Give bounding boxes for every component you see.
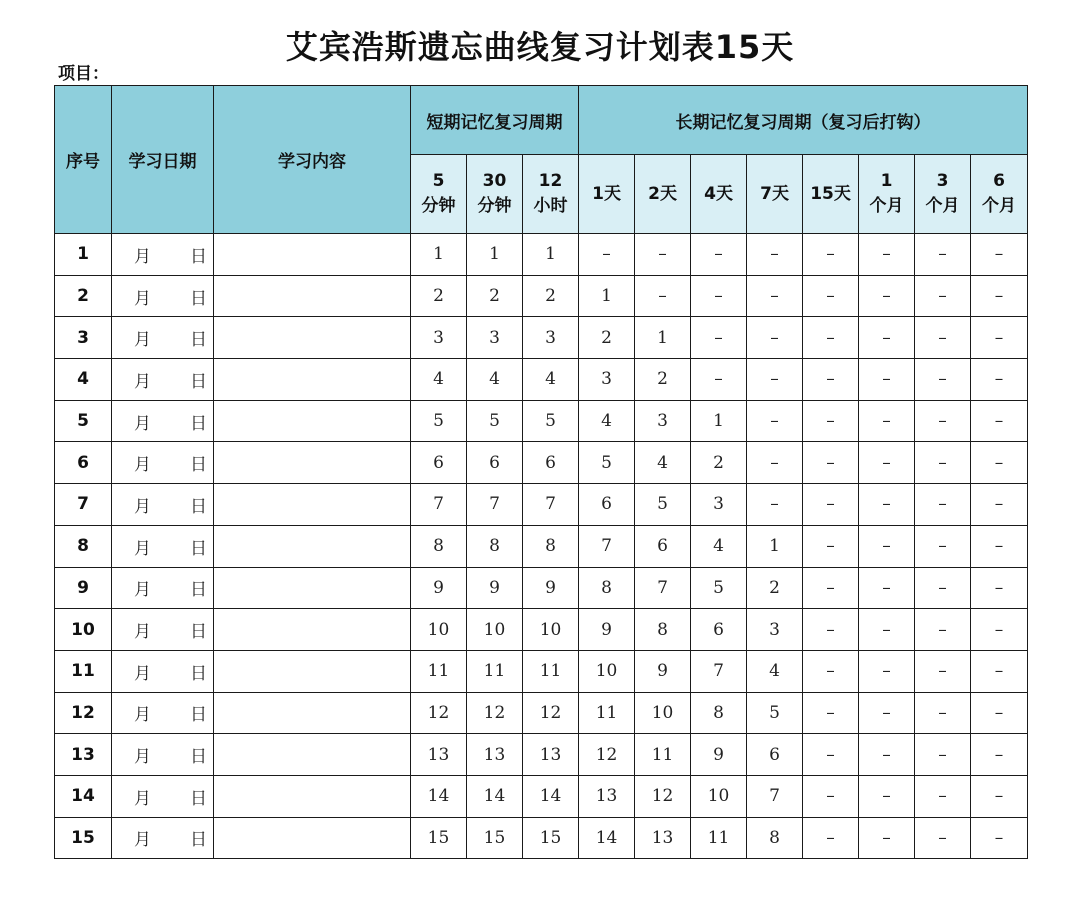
short-review-cell[interactable]: 4 [411,359,467,401]
row-seq: 3 [55,317,112,359]
row-content-cell[interactable] [214,567,411,609]
short-review-cell[interactable]: 6 [467,442,523,484]
long-review-cell[interactable]: – [803,775,859,817]
long-review-cell[interactable]: 12 [579,734,635,776]
short-review-cell[interactable]: 12 [523,692,579,734]
long-review-cell[interactable]: – [915,275,971,317]
long-review-cell[interactable]: – [747,317,803,359]
long-review-cell[interactable]: – [915,484,971,526]
long-review-cell[interactable]: – [971,400,1028,442]
short-review-cell[interactable]: 2 [523,275,579,317]
short-review-cell[interactable]: 6 [411,442,467,484]
long-review-cell[interactable]: 5 [579,442,635,484]
long-review-cell[interactable]: – [971,817,1028,859]
long-review-cell[interactable]: – [915,817,971,859]
date-day-label: 日 [190,538,207,559]
table-row [55,775,1028,817]
long-review-cell[interactable]: – [803,359,859,401]
long-review-cell[interactable]: – [803,734,859,776]
row-seq: 7 [55,484,112,526]
header-period-value: 7天 [760,183,789,204]
header-period-value: 12 [538,171,563,192]
long-review-cell[interactable]: – [915,734,971,776]
header-period-unit: 个月 [869,196,904,216]
long-review-cell[interactable]: – [803,275,859,317]
short-review-cell[interactable]: 13 [523,734,579,776]
table-row [55,817,1028,859]
date-day-label: 日 [190,622,207,643]
long-review-cell[interactable]: – [915,400,971,442]
long-review-cell[interactable]: – [971,734,1028,776]
row-seq: 15 [55,817,112,859]
long-review-cell[interactable]: 6 [691,609,747,651]
long-review-cell[interactable]: – [747,234,803,276]
long-review-cell[interactable]: – [971,567,1028,609]
long-review-cell[interactable]: – [859,275,915,317]
long-review-cell[interactable]: – [803,650,859,692]
long-review-cell[interactable]: 1 [579,275,635,317]
long-review-cell[interactable]: – [579,234,635,276]
long-review-cell[interactable]: – [691,317,747,359]
short-review-cell[interactable]: 9 [411,567,467,609]
header-content: 学习内容 [214,86,411,234]
short-review-cell[interactable]: 5 [411,400,467,442]
row-content-cell[interactable] [214,484,411,526]
date-day-label: 日 [190,705,207,726]
long-review-cell[interactable]: – [803,400,859,442]
long-review-cell[interactable]: – [859,734,915,776]
date-day-label: 日 [190,747,207,768]
date-month-label: 月 [134,496,151,517]
date-month-label: 月 [134,246,151,267]
short-review-cell[interactable]: 5 [523,400,579,442]
long-review-cell[interactable]: 3 [747,609,803,651]
long-review-cell[interactable]: 3 [579,359,635,401]
short-review-cell[interactable]: 14 [523,775,579,817]
long-review-cell[interactable]: – [971,650,1028,692]
row-seq: 8 [55,525,112,567]
long-review-cell[interactable]: 9 [635,650,691,692]
row-seq: 11 [55,650,112,692]
long-review-cell[interactable]: – [635,234,691,276]
row-seq: 1 [55,234,112,276]
long-review-cell[interactable]: 8 [747,817,803,859]
header-long-period-1 [635,155,691,234]
long-review-cell[interactable]: – [971,234,1028,276]
table-row [55,234,1028,276]
short-review-cell[interactable]: 10 [467,609,523,651]
table-row [55,317,1028,359]
short-review-cell[interactable]: 12 [467,692,523,734]
long-review-cell[interactable]: 8 [691,692,747,734]
long-review-cell[interactable]: – [859,525,915,567]
header-period-unit: 分钟 [477,196,512,216]
date-month-label: 月 [134,830,151,851]
short-review-cell[interactable]: 14 [467,775,523,817]
row-content-cell[interactable] [214,817,411,859]
long-review-cell[interactable]: 2 [691,442,747,484]
long-review-cell[interactable]: 2 [747,567,803,609]
short-review-cell[interactable]: 1 [411,234,467,276]
header-long-period-4 [803,155,859,234]
long-review-cell[interactable]: – [915,609,971,651]
row-date-cell[interactable] [112,734,214,776]
long-review-cell[interactable]: – [803,692,859,734]
long-review-cell[interactable]: – [803,484,859,526]
short-review-cell[interactable]: 3 [467,317,523,359]
header-period-value: 4天 [704,183,733,204]
row-content-cell[interactable] [214,234,411,276]
header-short-period-2 [523,155,579,234]
short-review-cell[interactable]: 15 [467,817,523,859]
long-review-cell[interactable]: 9 [579,609,635,651]
table-row [55,567,1028,609]
header-period-value: 15天 [810,183,851,204]
long-review-cell[interactable]: 4 [579,400,635,442]
short-review-cell[interactable]: 2 [467,275,523,317]
row-date-cell[interactable] [112,442,214,484]
short-review-cell[interactable]: 13 [411,734,467,776]
short-review-cell[interactable]: 4 [523,359,579,401]
long-review-cell[interactable]: – [915,234,971,276]
long-review-cell[interactable]: 12 [635,775,691,817]
long-review-cell[interactable]: 1 [635,317,691,359]
long-review-cell[interactable]: 10 [579,650,635,692]
long-review-cell[interactable]: – [971,442,1028,484]
long-review-cell[interactable]: – [915,525,971,567]
row-date-cell[interactable] [112,567,214,609]
long-review-cell[interactable]: 11 [579,692,635,734]
long-review-cell[interactable]: 10 [635,692,691,734]
short-review-cell[interactable]: 11 [467,650,523,692]
long-review-cell[interactable]: – [915,359,971,401]
long-review-cell[interactable]: 2 [635,359,691,401]
long-review-cell[interactable]: – [971,775,1028,817]
long-review-cell[interactable]: – [915,567,971,609]
long-review-cell[interactable]: – [859,567,915,609]
long-review-cell[interactable]: 5 [691,567,747,609]
date-month-label: 月 [134,622,151,643]
short-review-cell[interactable]: 4 [467,359,523,401]
row-date-cell[interactable] [112,650,214,692]
row-date-cell[interactable] [112,359,214,401]
row-seq: 2 [55,275,112,317]
header-period-unit: 小时 [533,196,568,216]
long-review-cell[interactable]: 4 [635,442,691,484]
project-label: 项目： [58,64,109,84]
date-month-label: 月 [134,788,151,809]
long-review-cell[interactable]: – [971,317,1028,359]
long-review-cell[interactable]: 9 [691,734,747,776]
header-period-value: 3 [936,171,949,192]
short-review-cell[interactable]: 5 [467,400,523,442]
long-review-cell[interactable]: 3 [635,400,691,442]
row-date-cell[interactable] [112,609,214,651]
long-review-cell[interactable]: 11 [635,734,691,776]
long-review-cell[interactable]: – [971,525,1028,567]
header-period-value: 1 [880,171,893,192]
table-row [55,484,1028,526]
long-review-cell[interactable]: – [747,275,803,317]
long-review-cell[interactable]: – [803,442,859,484]
header-long-period-3 [747,155,803,234]
long-review-cell[interactable]: – [971,692,1028,734]
long-review-cell[interactable]: – [859,442,915,484]
table-row [55,650,1028,692]
short-review-cell[interactable]: 1 [467,234,523,276]
long-review-cell[interactable]: 10 [691,775,747,817]
row-content-cell[interactable] [214,359,411,401]
long-review-cell[interactable]: 13 [579,775,635,817]
row-seq: 9 [55,567,112,609]
long-review-cell[interactable]: 5 [635,484,691,526]
row-content-cell[interactable] [214,317,411,359]
date-month-label: 月 [134,705,151,726]
row-date-cell[interactable] [112,234,214,276]
long-review-cell[interactable]: 7 [747,775,803,817]
table-row [55,400,1028,442]
row-date-cell[interactable] [112,317,214,359]
date-month-label: 月 [134,538,151,559]
long-review-cell[interactable]: 7 [579,525,635,567]
long-review-cell[interactable]: – [635,275,691,317]
long-review-cell[interactable]: 8 [579,567,635,609]
date-month-label: 月 [134,288,151,309]
row-seq: 10 [55,609,112,651]
header-long-period-6 [915,155,971,234]
row-seq: 4 [55,359,112,401]
short-review-cell[interactable]: 1 [523,234,579,276]
row-date-cell[interactable] [112,400,214,442]
long-review-cell[interactable]: – [859,317,915,359]
date-day-label: 日 [190,580,207,601]
date-day-label: 日 [190,371,207,392]
long-review-cell[interactable]: 5 [747,692,803,734]
short-review-cell[interactable]: 8 [467,525,523,567]
header-period-value: 6 [993,171,1005,192]
header-seq: 序号 [55,86,112,234]
long-review-cell[interactable]: 2 [579,317,635,359]
header-long-period-2 [691,155,747,234]
long-review-cell[interactable]: – [747,400,803,442]
long-review-cell[interactable]: – [859,817,915,859]
date-day-label: 日 [190,330,207,351]
table-row [55,525,1028,567]
short-review-cell[interactable]: 2 [411,275,467,317]
row-content-cell[interactable] [214,775,411,817]
long-review-cell[interactable]: – [803,567,859,609]
long-review-cell[interactable]: – [859,775,915,817]
long-review-cell[interactable]: – [971,359,1028,401]
long-review-cell[interactable]: – [691,359,747,401]
short-review-cell[interactable]: 3 [523,317,579,359]
header-period-value: 1天 [592,183,621,204]
row-content-cell[interactable] [214,650,411,692]
header-long-term: 长期记忆复习周期（复习后打钩） [579,86,1028,155]
short-review-cell[interactable]: 11 [523,650,579,692]
long-review-cell[interactable]: – [971,609,1028,651]
table-row [55,734,1028,776]
short-review-cell[interactable]: 9 [523,567,579,609]
long-review-cell[interactable]: – [915,692,971,734]
date-month-label: 月 [134,663,151,684]
short-review-cell[interactable]: 7 [523,484,579,526]
short-review-cell[interactable]: 6 [523,442,579,484]
short-review-cell[interactable]: 15 [411,817,467,859]
long-review-cell[interactable]: 14 [579,817,635,859]
row-date-cell[interactable] [112,484,214,526]
row-content-cell[interactable] [214,275,411,317]
short-review-cell[interactable]: 8 [523,525,579,567]
long-review-cell[interactable]: 6 [747,734,803,776]
short-review-cell[interactable]: 11 [411,650,467,692]
short-review-cell[interactable]: 7 [467,484,523,526]
long-review-cell[interactable]: – [859,484,915,526]
date-day-label: 日 [190,663,207,684]
header-short-period-1 [467,155,523,234]
table-row [55,275,1028,317]
header-long-period-5 [859,155,915,234]
long-review-cell[interactable]: 4 [691,525,747,567]
date-day-label: 日 [190,413,207,434]
long-review-cell[interactable]: 6 [579,484,635,526]
row-date-cell[interactable] [112,525,214,567]
row-content-cell[interactable] [214,400,411,442]
date-month-label: 月 [134,747,151,768]
long-review-cell[interactable]: – [691,275,747,317]
short-review-cell[interactable]: 9 [467,567,523,609]
row-date-cell[interactable] [112,775,214,817]
row-seq: 6 [55,442,112,484]
long-review-cell[interactable]: 1 [747,525,803,567]
long-review-cell[interactable]: – [859,359,915,401]
table-row [55,359,1028,401]
long-review-cell[interactable]: 11 [691,817,747,859]
row-seq: 13 [55,734,112,776]
short-review-cell[interactable]: 13 [467,734,523,776]
row-content-cell[interactable] [214,442,411,484]
date-month-label: 月 [134,413,151,434]
plan-body [55,234,1028,859]
long-review-cell[interactable]: – [915,775,971,817]
date-day-label: 日 [190,246,207,267]
short-review-cell[interactable]: 3 [411,317,467,359]
long-review-cell[interactable]: 1 [691,400,747,442]
long-review-cell[interactable]: – [803,317,859,359]
long-review-cell[interactable]: 3 [691,484,747,526]
long-review-cell[interactable]: – [859,400,915,442]
long-review-cell[interactable]: – [915,317,971,359]
long-review-cell[interactable]: – [691,234,747,276]
long-review-cell[interactable]: – [803,609,859,651]
header-period-value: 2天 [648,183,677,204]
long-review-cell[interactable]: – [859,692,915,734]
date-month-label: 月 [134,371,151,392]
row-date-cell[interactable] [112,692,214,734]
long-review-cell[interactable]: 6 [635,525,691,567]
long-review-cell[interactable]: – [859,650,915,692]
row-content-cell[interactable] [214,525,411,567]
short-review-cell[interactable]: 15 [523,817,579,859]
row-seq: 5 [55,400,112,442]
long-review-cell[interactable]: – [859,234,915,276]
short-review-cell[interactable]: 10 [411,609,467,651]
header-period-unit: 个月 [925,196,960,216]
header-short-period-0 [411,155,467,234]
row-date-cell[interactable] [112,817,214,859]
long-review-cell[interactable]: – [803,234,859,276]
header-long-period-7 [971,155,1028,234]
table-row [55,442,1028,484]
long-review-cell[interactable]: – [915,442,971,484]
long-review-cell[interactable]: 4 [747,650,803,692]
long-review-cell[interactable]: 8 [635,609,691,651]
row-seq: 14 [55,775,112,817]
date-month-label: 月 [134,455,151,476]
long-review-cell[interactable]: – [803,817,859,859]
long-review-cell[interactable]: – [915,650,971,692]
row-content-cell[interactable] [214,734,411,776]
row-content-cell[interactable] [214,609,411,651]
date-day-label: 日 [190,455,207,476]
row-seq: 12 [55,692,112,734]
short-review-cell[interactable]: 10 [523,609,579,651]
header-long-period-0 [579,155,635,234]
long-review-cell[interactable]: – [971,484,1028,526]
date-day-label: 日 [190,788,207,809]
short-review-cell[interactable]: 14 [411,775,467,817]
header-period-value: 5 [432,171,445,192]
long-review-cell[interactable]: – [747,484,803,526]
table-row [55,609,1028,651]
header-period-value: 30 [482,171,507,192]
long-review-cell[interactable]: – [971,275,1028,317]
header-date: 学习日期 [112,86,214,234]
short-review-cell[interactable]: 7 [411,484,467,526]
short-review-cell[interactable]: 8 [411,525,467,567]
long-review-cell[interactable]: – [747,442,803,484]
date-day-label: 日 [190,830,207,851]
short-review-cell[interactable]: 12 [411,692,467,734]
page-title: 艾宾浩斯遗忘曲线复习计划表15天 [285,28,795,66]
date-month-label: 月 [134,330,151,351]
long-review-cell[interactable]: 13 [635,817,691,859]
long-review-cell[interactable]: 7 [691,650,747,692]
long-review-cell[interactable]: – [747,359,803,401]
date-day-label: 日 [190,288,207,309]
review-plan-table [54,85,1028,859]
row-content-cell[interactable] [214,692,411,734]
header-period-unit: 分钟 [421,196,456,216]
header-period-unit: 个月 [982,196,1017,216]
long-review-cell[interactable]: – [859,609,915,651]
long-review-cell[interactable]: 7 [635,567,691,609]
date-day-label: 日 [190,496,207,517]
header-short-term: 短期记忆复习周期 [411,86,579,155]
row-date-cell[interactable] [112,275,214,317]
table-row [55,692,1028,734]
long-review-cell[interactable]: – [803,525,859,567]
date-month-label: 月 [134,580,151,601]
